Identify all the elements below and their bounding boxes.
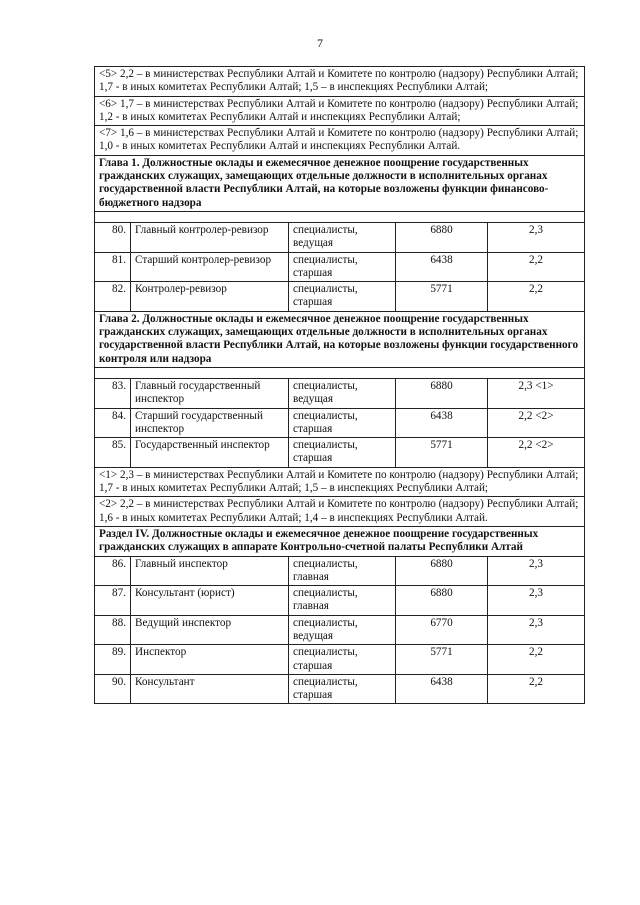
table-row xyxy=(95,282,585,312)
chapter-heading-row xyxy=(95,526,585,556)
page-number: 7 xyxy=(317,36,323,50)
row-number: 80. xyxy=(95,222,131,252)
position-name: Консультант (юрист) xyxy=(131,586,289,616)
footnote-row xyxy=(95,497,585,527)
salary-table xyxy=(94,66,585,704)
position-name: Старший контролер-ревизор xyxy=(131,252,289,282)
footnote-row xyxy=(95,96,585,126)
salary-value: 6880 xyxy=(396,222,488,252)
row-number: 85. xyxy=(95,438,131,468)
spacer-cell xyxy=(95,367,585,378)
bonus-coefficient: 2,3 xyxy=(488,586,585,616)
chapter-heading: Глава 2. Должностные оклады и ежемесячное денежное поощрение государственных гражданских служащих, замещающих отдельные должности в исполнительных органах государственной власти Республики Алтай, на которые возложены функции государственного контроля или надзора xyxy=(95,311,585,367)
salary-value: 6770 xyxy=(396,615,488,645)
position-category: специалисты, старшая xyxy=(289,645,396,675)
position-category: специалисты, ведущая xyxy=(289,378,396,408)
footnote-row xyxy=(95,67,585,97)
table-row xyxy=(95,378,585,408)
salary-value: 6438 xyxy=(396,408,488,438)
position-category: специалисты, старшая xyxy=(289,282,396,312)
row-number: 84. xyxy=(95,408,131,438)
footnote-text: <1> 2,3 – в министерствах Республики Алтай и Комитете по контролю (надзору) Республики Алтай; 1,7 - в иных комитетах Республики Алтай; 1,5 – в инспекциях Республики Алтай; xyxy=(95,467,585,497)
position-name: Государственный инспектор xyxy=(131,438,289,468)
salary-value: 6880 xyxy=(396,556,488,586)
position-name: Консультант xyxy=(131,674,289,704)
salary-value: 5771 xyxy=(396,438,488,468)
row-number: 89. xyxy=(95,645,131,675)
position-name: Главный инспектор xyxy=(131,556,289,586)
row-number: 87. xyxy=(95,586,131,616)
table-row xyxy=(95,408,585,438)
position-name: Ведущий инспектор xyxy=(131,615,289,645)
bonus-coefficient: 2,2 xyxy=(488,645,585,675)
chapter-heading-row xyxy=(95,155,585,211)
row-number: 81. xyxy=(95,252,131,282)
footnote-text: <6> 1,7 – в министерствах Республики Алтай и Комитете по контролю (надзору) Республики Алтай; 1,2 - в иных комитетах Республики Алтай и инспекциях Республики Алтай; xyxy=(95,96,585,126)
position-category: специалисты, главная xyxy=(289,586,396,616)
row-number: 90. xyxy=(95,674,131,704)
row-number: 82. xyxy=(95,282,131,312)
position-name: Инспектор xyxy=(131,645,289,675)
position-category: специалисты, старшая xyxy=(289,252,396,282)
row-number: 88. xyxy=(95,615,131,645)
salary-value: 5771 xyxy=(396,645,488,675)
spacer-row xyxy=(95,211,585,222)
salary-value: 6438 xyxy=(396,674,488,704)
bonus-coefficient: 2,3 <1> xyxy=(488,378,585,408)
chapter-heading-row xyxy=(95,311,585,367)
bonus-coefficient: 2,3 xyxy=(488,556,585,586)
salary-table-body xyxy=(95,67,585,704)
salary-value: 6880 xyxy=(396,586,488,616)
position-name: Главный контролер-ревизор xyxy=(131,222,289,252)
bonus-coefficient: 2,2 xyxy=(488,252,585,282)
bonus-coefficient: 2,2 <2> xyxy=(488,408,585,438)
position-name: Старший государственный инспектор xyxy=(131,408,289,438)
chapter-heading: Раздел IV. Должностные оклады и ежемесячное денежное поощрение государственных гражданских служащих в аппарате Контрольно-счетной палаты Республики Алтай xyxy=(95,526,585,556)
salary-value: 6438 xyxy=(396,252,488,282)
table-row xyxy=(95,438,585,468)
position-name: Главный государственный инспектор xyxy=(131,378,289,408)
salary-value: 6880 xyxy=(396,378,488,408)
bonus-coefficient: 2,3 xyxy=(488,222,585,252)
position-category: специалисты, старшая xyxy=(289,438,396,468)
bonus-coefficient: 2,3 xyxy=(488,615,585,645)
footnote-text: <7> 1,6 – в министерствах Республики Алтай и Комитете по контролю (надзору) Республики Алтай; 1,0 - в иных комитетах Республики Алтай и инспекциях Республики Алтай. xyxy=(95,126,585,156)
position-name: Контролер-ревизор xyxy=(131,282,289,312)
bonus-coefficient: 2,2 xyxy=(488,674,585,704)
bonus-coefficient: 2,2 <2> xyxy=(488,438,585,468)
row-number: 86. xyxy=(95,556,131,586)
table-row xyxy=(95,222,585,252)
footnote-row xyxy=(95,126,585,156)
footnote-row xyxy=(95,467,585,497)
position-category: специалисты, старшая xyxy=(289,674,396,704)
spacer-row xyxy=(95,367,585,378)
table-row xyxy=(95,674,585,704)
position-category: специалисты, главная xyxy=(289,556,396,586)
position-category: специалисты, ведущая xyxy=(289,615,396,645)
row-number: 83. xyxy=(95,378,131,408)
bonus-coefficient: 2,2 xyxy=(488,282,585,312)
table-row xyxy=(95,252,585,282)
footnote-text: <5> 2,2 – в министерствах Республики Алтай и Комитете по контролю (надзору) Республики Алтай; 1,7 - в иных комитетах Республики Алтай; 1,5 – в инспекциях Республики Алтай; xyxy=(95,67,585,97)
salary-value: 5771 xyxy=(396,282,488,312)
position-category: специалисты, старшая xyxy=(289,408,396,438)
spacer-cell xyxy=(95,211,585,222)
table-row xyxy=(95,556,585,586)
table-row xyxy=(95,586,585,616)
table-row xyxy=(95,615,585,645)
chapter-heading: Глава 1. Должностные оклады и ежемесячное денежное поощрение государственных гражданских служащих, замещающих отдельные должности в исполнительных органах государственной власти Республики Алтай, на которые возложены функции финансово-бюджетного надзора xyxy=(95,155,585,211)
footnote-text: <2> 2,2 – в министерствах Республики Алтай и Комитете по контролю (надзору) Республики Алтай; 1,6 - в иных комитетах Республики Алтай; 1,4 – в инспекциях Республики Алтай. xyxy=(95,497,585,527)
position-category: специалисты, ведущая xyxy=(289,222,396,252)
table-row xyxy=(95,645,585,675)
